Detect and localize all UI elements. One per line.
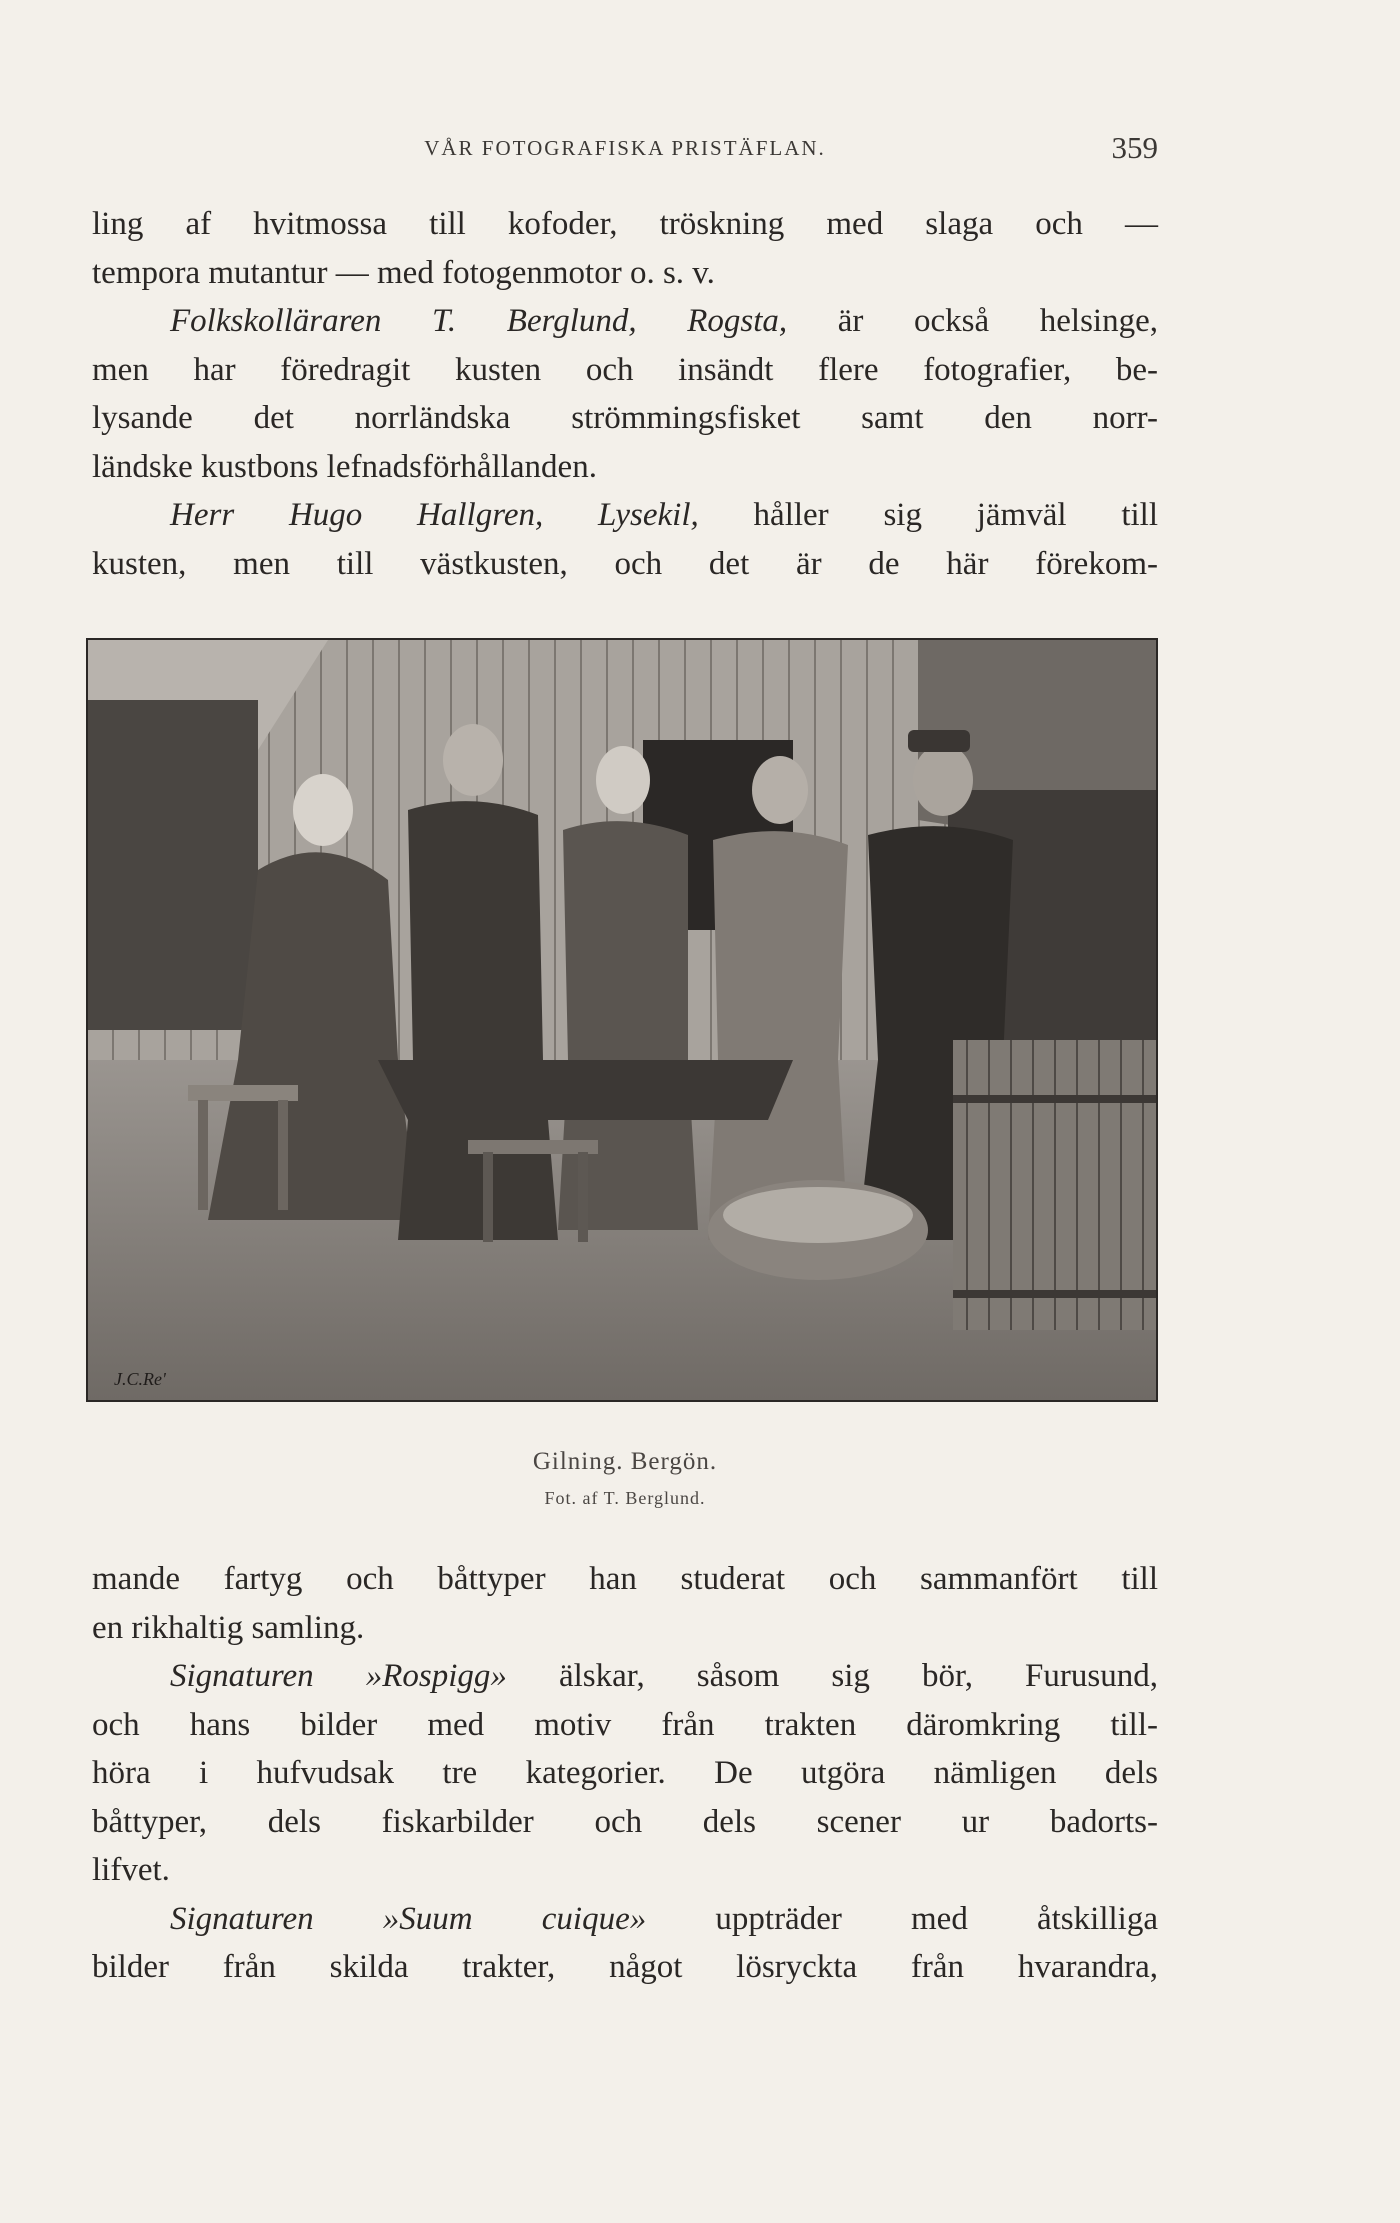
text-line	[92, 297, 1158, 346]
page-header	[92, 130, 1158, 170]
italic-name: Signaturen »Rospigg»	[170, 1658, 507, 1694]
text-span: uppträder med åtskilliga	[646, 1900, 1158, 1937]
text-line: lysande det norrländska strömmingsfisket samt den norr-	[92, 400, 1158, 436]
text-line	[92, 491, 1158, 540]
text-line: en rikhaltig samling.	[92, 1609, 365, 1646]
text-line: och hans bilder med motiv från trakten däromkring till-	[92, 1706, 1158, 1743]
figure-credit: Fot. af T. Berglund.	[544, 1488, 706, 1508]
text-line: bilder från skilda trakter, något lösryckta från hvarandra,	[92, 1949, 1158, 1985]
text-span: är också helsinge,	[787, 303, 1158, 339]
photo-signature: J.C.Re'	[114, 1369, 166, 1389]
text-line: båttyper, dels fiskarbilder och dels scener ur badorts-	[92, 1803, 1158, 1840]
bench	[468, 1140, 598, 1154]
text-line: mande fartyg och båttyper han studerat och sammanfört till	[92, 1561, 1158, 1597]
text-line	[92, 1895, 1158, 1944]
text-line: höra i hufvudsak tre kategorier. De utgöra nämligen dels	[92, 1755, 1158, 1791]
text-span: håller sig jämväl till	[698, 497, 1158, 533]
text-line: lifvet.	[92, 1852, 170, 1888]
gutting-trough	[378, 1060, 793, 1120]
italic-name: Signaturen »Suum cuique»	[170, 1900, 647, 1937]
figure-caption: Gilning. Bergön.	[532, 1448, 718, 1475]
page-number: 359	[1111, 130, 1158, 165]
body-text-top	[92, 200, 1158, 588]
text-line	[92, 1652, 1158, 1701]
italic-name: Herr Hugo Hallgren, Lysekil,	[170, 497, 699, 533]
barrel	[953, 1040, 1156, 1330]
text-line: tempora mutantur — med fotogenmotor o. s. v.	[92, 254, 715, 291]
text-line: ländske kustbons lefnadsförhållanden.	[92, 448, 597, 485]
text-span: älskar, såsom sig bör, Furusund,	[506, 1658, 1158, 1694]
text-line: ling af hvitmossa till kofoder, tröskning med slaga och —	[92, 206, 1158, 242]
italic-name: Folkskolläraren T. Berglund, Rogsta,	[170, 303, 788, 339]
text-line: kusten, men till västkusten, och det är de här förekom-	[92, 545, 1158, 582]
photo-illustration	[88, 640, 1156, 1400]
body-text-bottom	[92, 1555, 1158, 1992]
left-shed-opening	[88, 700, 258, 1030]
photograph-herring-gutting	[86, 638, 1158, 1402]
running-head: VÅR FOTOGRAFISKA PRISTÄFLAN.	[424, 136, 826, 160]
text-line: men har föredragit kusten och insändt flere fotografier, be-	[92, 351, 1158, 388]
stool	[188, 1085, 298, 1101]
